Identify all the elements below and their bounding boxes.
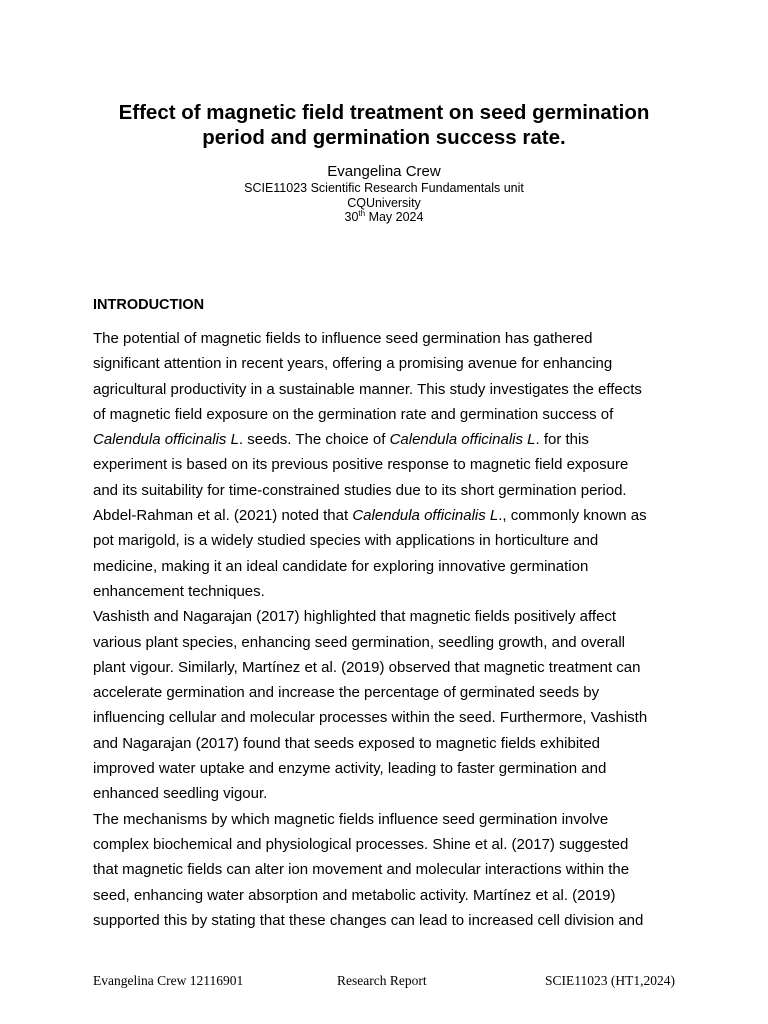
body-line: accelerate germination and increase the percentage of germinated seeds by bbox=[93, 684, 600, 702]
footer-author-id: Evangelina Crew 12116901 bbox=[93, 973, 244, 988]
body-line: improved water uptake and enzyme activity, leading to faster germination and bbox=[93, 760, 607, 778]
university-name: CQUniversity bbox=[347, 196, 421, 210]
body-text bbox=[93, 326, 677, 933]
body-line: complex biochemical and physiological processes. Shine et al. (2017) suggested bbox=[93, 835, 629, 853]
body-line: influencing cellular and molecular processes within the seed. Furthermore, Vashisth bbox=[93, 709, 648, 727]
body-line: of magnetic field exposure on the germination rate and germination success of bbox=[93, 405, 614, 423]
species-name: Calendula officinalis L bbox=[389, 431, 536, 449]
report-title-line-1: Effect of magnetic field treatment on seed germination bbox=[118, 101, 650, 124]
body-line: and its suitability for time-constrained studies due to its short germination period. bbox=[93, 481, 627, 499]
body-line: plant vigour. Similarly, Martínez et al. (2019) observed that magnetic treatment can bbox=[93, 658, 641, 676]
body-line: The potential of magnetic fields to influence seed germination has gathered bbox=[93, 330, 593, 347]
body-line bbox=[93, 503, 677, 528]
body-line: supported this by stating that these changes can lead to increased cell division and bbox=[93, 911, 644, 929]
report-date bbox=[0, 210, 768, 225]
footer-document-type: Research Report bbox=[337, 973, 427, 988]
date-day: 30 bbox=[344, 210, 359, 224]
body-line: agricultural productivity in a sustainable manner. This study investigates the effects bbox=[93, 380, 642, 398]
body-text-run: ., commonly known as bbox=[498, 507, 647, 525]
body-line: significant attention in recent years, offering a promising avenue for enhancing bbox=[93, 355, 613, 373]
body-line: enhancement techniques. bbox=[93, 582, 265, 600]
body-line: The mechanisms by which magnetic fields influence seed germination involve bbox=[93, 810, 609, 828]
body-line: pot marigold, is a widely studied species with applications in horticulture and bbox=[93, 532, 599, 550]
body-line: various plant species, enhancing seed germination, seedling growth, and overall bbox=[93, 633, 625, 651]
body-line: experiment is based on its previous positive response to magnetic field exposure bbox=[93, 456, 629, 474]
body-text-run: Abdel-Rahman et al. (2021) noted that bbox=[93, 507, 353, 525]
body-line: seed, enhancing water absorption and metabolic activity. Martínez et al. (2019) bbox=[93, 886, 616, 904]
body-text-run: . for this bbox=[535, 431, 589, 449]
body-line: Vashisth and Nagarajan (2017) highlighted that magnetic fields positively affect bbox=[93, 608, 617, 626]
footer-unit-code: SCIE11023 (HT1,2024) bbox=[545, 973, 675, 988]
body-line bbox=[93, 427, 677, 452]
body-line: enhanced seedling vigour. bbox=[93, 785, 268, 803]
date-month-year: May 2024 bbox=[365, 210, 424, 224]
unit-name: SCIE11023 Scientific Research Fundamentals unit bbox=[244, 181, 524, 195]
author-name: Evangelina Crew bbox=[327, 163, 441, 180]
species-name: Calendula officinalis L bbox=[352, 507, 499, 525]
species-name: Calendula officinalis L bbox=[93, 431, 239, 449]
section-heading: INTRODUCTION bbox=[93, 297, 205, 313]
body-line: that magnetic fields can alter ion movement and molecular interactions within the bbox=[93, 861, 630, 879]
date-suffix: th bbox=[358, 208, 366, 218]
body-text-run: . seeds. The choice of bbox=[238, 431, 390, 449]
report-title bbox=[60, 100, 708, 150]
body-line: and Nagarajan (2017) found that seeds exposed to magnetic fields exhibited bbox=[93, 734, 601, 752]
report-title-line-2: period and germination success rate. bbox=[202, 126, 566, 149]
body-line: medicine, making it an ideal candidate for exploring innovative germination bbox=[93, 557, 589, 575]
